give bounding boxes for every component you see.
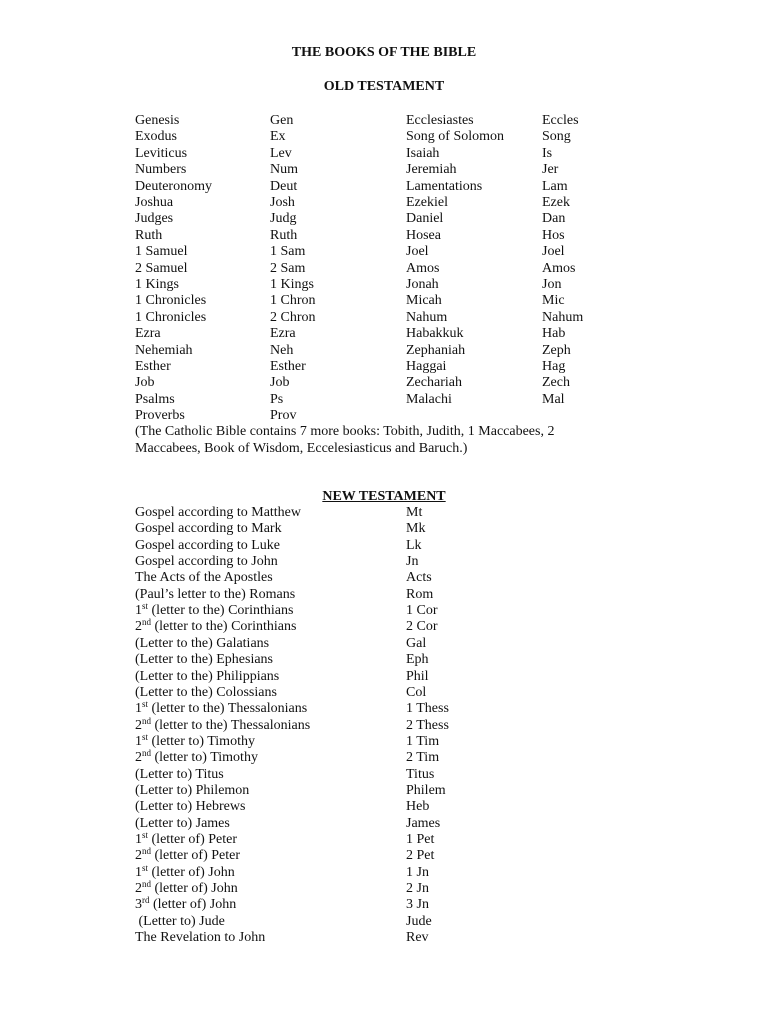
ot-row — [0, 162, 768, 178]
nt-book-abbr: Philem — [406, 782, 446, 798]
ot-book-name: Daniel — [406, 211, 444, 227]
ot-book-abbr: Prov — [270, 408, 297, 424]
ot-book-abbr: Zeph — [542, 342, 571, 358]
nt-book-title: (Letter to) Philemon — [135, 782, 250, 798]
ot-book-name: Jeremiah — [406, 162, 457, 178]
nt-book-abbr: 2 Pet — [406, 848, 435, 864]
nt-book-abbr: 1 Tim — [406, 733, 440, 749]
nt-book-name — [135, 799, 245, 815]
nt-book-abbr: Titus — [406, 766, 435, 782]
ot-book-abbr: Jer — [542, 162, 559, 178]
nt-book-name — [135, 619, 296, 635]
ot-row — [0, 195, 768, 211]
ot-book-abbr: Deut — [270, 178, 298, 194]
document-title: THE BOOKS OF THE BIBLE — [291, 45, 477, 60]
ot-book-abbr: Mal — [542, 391, 565, 407]
nt-book-ordinal: 2 — [135, 848, 142, 864]
nt-row — [0, 862, 768, 881]
ot-book-abbr: Joel — [542, 244, 565, 260]
ot-book-name: 1 Chronicles — [135, 309, 207, 325]
ot-book-name: Joshua — [135, 195, 174, 210]
nt-book-abbr: 1 Cor — [406, 603, 438, 619]
nt-book-abbr: Rom — [406, 586, 434, 602]
nt-row — [0, 715, 768, 734]
nt-book-ordinal: 1 — [135, 864, 142, 880]
ot-row — [0, 146, 768, 162]
ot-book-name: Micah — [406, 293, 442, 309]
ot-book-name: Nehemiah — [135, 342, 193, 358]
nt-book-title: (letter of) John — [149, 897, 237, 913]
nt-book-abbr: Eph — [406, 652, 429, 668]
ot-book-name: 1 Chronicles — [135, 293, 207, 309]
ot-book-name: Isaiah — [406, 145, 440, 161]
nt-book-title: (Letter to) Hebrews — [135, 799, 246, 815]
ot-book-name: Esther — [135, 359, 171, 374]
nt-book-title: Gospel according to Mark — [135, 521, 282, 537]
ot-book-name: Zephaniah — [406, 342, 466, 358]
ot-row — [0, 408, 768, 424]
old-testament-heading: OLD TESTAMENT — [323, 79, 445, 94]
ot-book-abbr: 1 Chron — [270, 293, 316, 309]
ot-book-abbr: Ps — [270, 391, 284, 407]
nt-book-name — [135, 652, 273, 668]
nt-book-title: (letter to the) Thessalonians — [148, 701, 308, 717]
nt-book-name — [135, 554, 278, 570]
ot-row — [0, 392, 768, 408]
ot-book-name: Judges — [135, 211, 174, 227]
nt-book-abbr: Lk — [406, 537, 422, 553]
ot-book-name: Lamentations — [406, 178, 483, 194]
ot-book-abbr: Ezek — [542, 195, 570, 210]
nt-book-name — [135, 767, 224, 783]
ot-book-abbr: Lev — [270, 145, 292, 161]
ot-book-abbr: Song — [542, 129, 571, 145]
ot-book-name: Jonah — [406, 277, 439, 292]
nt-row — [0, 669, 768, 685]
nt-row — [0, 685, 768, 701]
ot-book-abbr: Ruth — [270, 227, 298, 243]
nt-book-title: (letter of) John — [151, 881, 238, 897]
ot-book-abbr: Nahum — [542, 309, 584, 325]
nt-row — [0, 570, 768, 586]
ot-row — [0, 277, 768, 293]
nt-row — [0, 505, 768, 521]
ot-book-abbr: 1 Sam — [270, 244, 306, 260]
nt-row — [0, 881, 768, 897]
ot-book-abbr: Mic — [542, 293, 565, 309]
nt-book-title: Gospel according to Luke — [135, 537, 281, 553]
nt-row — [0, 848, 768, 864]
ot-book-name: Habakkuk — [406, 326, 464, 342]
nt-book-name — [135, 538, 280, 554]
nt-book-abbr: 2 Jn — [406, 881, 429, 897]
nt-book-title: (Letter to the) Philippians — [135, 668, 280, 684]
nt-book-ordinal-suffix: nd — [142, 715, 151, 726]
ot-book-name: Psalms — [135, 391, 175, 407]
ot-book-name: 1 Samuel — [135, 244, 188, 260]
nt-book-title: (Letter to) Jude — [135, 913, 225, 929]
nt-book-title: (Paul’s letter to the) Romans — [135, 586, 296, 602]
nt-book-abbr: Jude — [406, 913, 432, 929]
nt-book-title: (Letter to the) Colossians — [135, 684, 277, 700]
ot-book-abbr: Hag — [542, 359, 566, 374]
nt-row — [0, 731, 768, 750]
nt-book-ordinal-suffix: st — [142, 699, 149, 710]
nt-book-title: Gospel according to Matthew — [135, 505, 302, 520]
ot-book-name: 2 Samuel — [135, 260, 188, 276]
ot-book-abbr: Ezra — [270, 326, 296, 342]
nt-book-title: (letter of) Peter — [151, 848, 241, 864]
nt-book-title: The Revelation to John — [135, 930, 266, 946]
ot-book-abbr: Jon — [542, 277, 562, 292]
nt-row — [0, 897, 768, 913]
nt-book-abbr: Acts — [406, 570, 432, 586]
nt-row — [0, 521, 768, 537]
ot-book-abbr: 2 Chron — [270, 309, 316, 325]
ot-book-name: Malachi — [406, 391, 452, 407]
nt-book-ordinal: 1 — [135, 701, 142, 717]
nt-book-ordinal: 2 — [135, 750, 142, 766]
nt-book-ordinal-suffix: st — [142, 830, 149, 840]
ot-row — [0, 113, 768, 129]
nt-book-title: The Acts of the Apostles — [135, 570, 273, 586]
nt-row — [0, 816, 768, 832]
nt-book-name — [135, 701, 307, 717]
ot-book-name: Proverbs — [135, 408, 185, 424]
nt-book-name — [135, 783, 249, 799]
nt-book-abbr: Rev — [406, 930, 429, 946]
nt-book-ordinal: 1 — [135, 733, 142, 749]
ot-row — [0, 293, 768, 309]
nt-book-ordinal: 1 — [135, 603, 142, 619]
nt-book-name — [135, 685, 277, 701]
nt-book-title: (letter of) John — [148, 864, 235, 880]
nt-book-name — [135, 816, 230, 832]
nt-book-ordinal-suffix: rd — [142, 895, 150, 906]
ot-book-abbr: Num — [270, 162, 298, 178]
nt-book-name — [135, 587, 295, 603]
catholic-note: (The Catholic Bible contains 7 more books: Tobith, Judith, 1 Maccabees, 2 Maccabees, Book of Wisdom, Eccelesiasticus and Baruch.) — [135, 424, 555, 456]
nt-book-ordinal-suffix: st — [142, 601, 149, 612]
ot-book-abbr: Josh — [270, 195, 295, 210]
ot-book-name: 1 Kings — [135, 277, 179, 292]
nt-book-title: (Letter to the) Ephesians — [135, 652, 274, 668]
nt-book-abbr: Mt — [406, 505, 423, 520]
nt-book-abbr: 1 Thess — [406, 701, 449, 717]
nt-row — [0, 636, 768, 652]
ot-book-abbr: Zech — [542, 375, 570, 391]
ot-book-name: Ezra — [135, 326, 161, 342]
ot-row — [0, 343, 768, 359]
nt-row — [0, 619, 768, 635]
nt-row — [0, 701, 768, 717]
ot-book-abbr: Amos — [542, 260, 576, 276]
nt-row — [0, 603, 768, 619]
ot-book-abbr: Lam — [542, 178, 568, 194]
new-testament-heading — [0, 489, 768, 505]
ot-row — [0, 261, 768, 277]
ot-book-abbr: Neh — [270, 342, 294, 358]
nt-book-abbr: 2 Cor — [406, 619, 438, 635]
nt-row — [0, 783, 768, 799]
ot-book-name: Zechariah — [406, 375, 462, 391]
nt-book-name — [135, 750, 258, 766]
nt-row — [0, 554, 768, 570]
nt-book-ordinal: 2 — [135, 717, 142, 733]
nt-book-abbr: Col — [406, 684, 427, 700]
nt-book-title: (letter to the) Corinthians — [148, 603, 294, 619]
nt-book-ordinal: 2 — [135, 619, 142, 635]
ot-book-name: Job — [135, 375, 155, 391]
ot-row — [0, 211, 768, 227]
ot-book-name: Leviticus — [135, 145, 188, 161]
ot-book-abbr: Judg — [270, 211, 297, 227]
nt-row — [0, 799, 768, 815]
nt-book-ordinal: 2 — [135, 881, 142, 897]
nt-book-name — [135, 914, 225, 930]
nt-row — [0, 652, 768, 668]
nt-book-title: (letter to the) Corinthians — [151, 619, 297, 635]
nt-row — [0, 587, 768, 603]
nt-book-name — [135, 897, 236, 913]
nt-book-title: (letter of) Peter — [148, 832, 238, 847]
nt-book-abbr: Heb — [406, 799, 430, 815]
ot-book-name: Ruth — [135, 227, 163, 243]
ot-book-name: Ezekiel — [406, 195, 448, 210]
ot-row — [0, 244, 768, 260]
ot-book-name: Exodus — [135, 129, 177, 145]
nt-row — [0, 832, 768, 848]
ot-book-abbr: 2 Sam — [270, 260, 306, 276]
new-testament-heading-text: NEW TESTAMENT — [322, 489, 446, 504]
ot-row — [0, 326, 768, 342]
nt-book-name — [135, 521, 282, 537]
nt-book-abbr: Phil — [406, 668, 429, 684]
nt-book-title: (Letter to the) Galatians — [135, 635, 270, 651]
ot-book-abbr: Gen — [270, 113, 294, 128]
ot-row — [0, 359, 768, 375]
ot-book-name: Song of Solomon — [406, 129, 505, 145]
nt-row — [0, 914, 768, 930]
nt-book-abbr: 3 Jn — [406, 897, 429, 913]
nt-book-abbr: Mk — [406, 521, 426, 537]
nt-book-name — [135, 715, 311, 734]
ot-row — [0, 228, 768, 244]
nt-book-name — [135, 848, 240, 864]
nt-book-name — [135, 731, 255, 750]
nt-book-ordinal: 3 — [135, 897, 142, 913]
nt-book-abbr: Jn — [406, 554, 419, 570]
ot-book-name: Numbers — [135, 162, 187, 178]
nt-book-abbr: James — [406, 815, 441, 831]
nt-book-name — [135, 669, 279, 685]
ot-book-abbr: Job — [270, 375, 290, 391]
nt-book-abbr: 2 Thess — [406, 717, 449, 733]
nt-book-ordinal-suffix: nd — [142, 748, 151, 759]
ot-book-name: Haggai — [406, 359, 447, 374]
nt-book-title: (Letter to) James — [135, 815, 230, 831]
nt-book-abbr: 1 Jn — [406, 864, 429, 880]
nt-book-title: (Letter to) Titus — [135, 766, 224, 782]
nt-row — [0, 750, 768, 766]
ot-row — [0, 310, 768, 326]
nt-book-ordinal-suffix: nd — [142, 846, 151, 857]
nt-book-ordinal-suffix: st — [142, 862, 149, 873]
ot-book-abbr: Hab — [542, 326, 566, 342]
ot-book-abbr: Dan — [542, 211, 566, 227]
nt-book-name — [135, 603, 293, 619]
nt-book-name — [135, 505, 301, 521]
nt-row — [0, 930, 768, 946]
nt-book-title: (letter to) Timothy — [148, 733, 255, 749]
ot-book-name: Deuteronomy — [135, 178, 212, 194]
nt-book-name — [135, 636, 269, 652]
nt-book-title: Gospel according to John — [135, 554, 278, 570]
nt-row — [0, 767, 768, 783]
ot-book-name: Joel — [406, 244, 429, 260]
nt-book-abbr: 2 Tim — [406, 750, 440, 766]
nt-book-abbr: Gal — [406, 635, 427, 651]
nt-book-ordinal-suffix: nd — [142, 617, 151, 628]
nt-book-name — [135, 930, 265, 946]
nt-book-ordinal: 1 — [135, 832, 142, 847]
ot-row — [0, 129, 768, 145]
ot-book-name: Nahum — [406, 309, 448, 325]
ot-book-name: Hosea — [406, 227, 441, 243]
nt-book-ordinal-suffix: nd — [142, 879, 151, 890]
ot-book-abbr: Hos — [542, 227, 565, 243]
nt-book-name — [135, 570, 273, 586]
nt-book-abbr: 1 Pet — [406, 832, 435, 847]
nt-book-title: (letter to the) Thessalonians — [151, 717, 311, 733]
nt-book-title: (letter to) Timothy — [151, 750, 258, 766]
nt-book-name — [135, 881, 238, 897]
ot-book-name: Genesis — [135, 113, 180, 128]
ot-book-abbr: Is — [542, 145, 553, 161]
ot-book-abbr: Ex — [270, 129, 286, 145]
ot-book-abbr: 1 Kings — [270, 277, 314, 292]
ot-book-abbr: Eccles — [542, 113, 579, 128]
ot-row — [0, 375, 768, 391]
ot-book-name: Amos — [406, 260, 440, 276]
ot-book-abbr: Esther — [270, 359, 306, 374]
ot-book-name: Ecclesiastes — [406, 113, 474, 128]
ot-row — [0, 179, 768, 195]
nt-row — [0, 538, 768, 554]
nt-book-ordinal-suffix: st — [142, 731, 149, 742]
